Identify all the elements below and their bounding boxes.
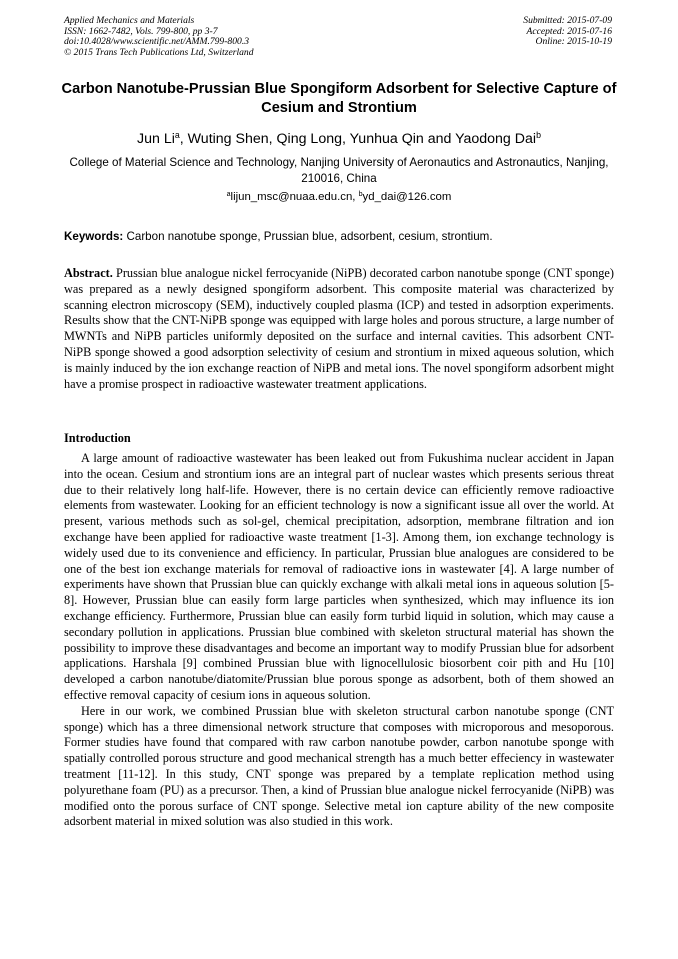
dates-header: [523, 16, 612, 48]
copyright-line: © 2015 Trans Tech Publications Ltd, Switzerland: [64, 46, 254, 58]
affiliation-mark: a: [174, 130, 180, 141]
abstract-text: Prussian blue analogue nickel ferrocyanide (NiPB) decorated carbon nanotube sponge (CNT sponge) was prepared as a newly designed spongiform adsorbent. This composite material was characterized by scanning electron microscopy (SEM), inductively coupled plasma (ICP) and tested in adsorption experiments. Results show that the CNT-NiPB sponge was equipped with large holes and porous structure, a large number of MWNTs and NiPB particles uniformly deposited on the surface and internal cavities. This adsorbent CNT-NiPB sponge showed a good adsorption selectivity of cesium and strontium in mixed aqueous solution, which is mainly induced by the ion exchange reaction of NiPB and metal ions. The novel spongiform adsorbent might have a promise prospect in radioactive wastewater treatment applications.: [64, 266, 614, 391]
paragraph: Here in our work, we combined Prussian blue with skeleton structural carbon nanotube sponge (CNT sponge) which has a three dimensional network structure that composes with microporous and mesoporous. Former studies have found that compared with raw carbon nanotube powder, carbon nanotube sponge with spatially controlled porous structure and good mechanical strength has a much better effeciency in wastewater treatment [11-12]. In this study, CNT sponge was prepared by a template replication method using polyurethane foam (PU) as a precursor. Then, a kind of Prussian blue analogue nickel ferrocyanide (NiPB) was modified onto the porous surface of CNT sponge. Selective metal ion capture ability of the new composite adsorbent material in mixed solution was also studied in this work.: [64, 703, 614, 829]
online-date: Online: 2015-10-19: [535, 36, 612, 48]
keywords: [64, 230, 614, 243]
keywords-label: Keywords:: [64, 230, 124, 243]
journal-name: Applied Mechanics and Materials: [64, 15, 195, 26]
abstract-label: Abstract.: [64, 266, 113, 280]
affiliation-mark: b: [536, 130, 541, 141]
affiliation: College of Material Science and Technology, Nanjing University of Aeronautics and Astronautics, Nanjing, 210016, China: [69, 156, 609, 185]
email-line: [0, 191, 678, 203]
section-heading: Introduction: [64, 431, 131, 445]
email-address: yd_dai@126.com: [362, 191, 452, 203]
journal-header: [64, 16, 254, 58]
author-names: , Wuting Shen, Qing Long, Yunhua Qin and Yaodong Dai: [179, 131, 537, 147]
email-mark: b: [358, 191, 363, 199]
paragraph: A large amount of radioactive wastewater has been leaked out from Fukushima nuclear accident in Japan into the ocean. Cesium and strontium ions are an integral part of nuclear wastes which presents serious threat due to their relatively long half-life. However, there is no certain device can efficiently remove radioactive elements from wastewater. Looking for an efficient technology is now a significant issue all over the world. At present, various methods such as sol-gel, chemical precipitation, adsorption, membrane filtration and ion exchange have been applied for radioactive waste treatment [1-3]. Among them, ion exchange technology is widely used due to its convenience and efficiency. In particular, Prussian blue analogues are considered to be one of the best ion exchange materials for removal of radioactive ions in wastewater [4]. A large number of experiments have shown that Prussian blue can quickly exchange with alkali metal ions in aqueous solution [5-8]. However, Prussian blue can easily form large particles when synthesized, which may influence its ion exchange efficiency. Furthermore, Prussian blue can easily form turbid liquid in solution, which may cause a secondary pollution in applications. Prussian blue combined with skeleton structural material has shown the possibility to improve these disadvantages and become an important way to modify Prussian blue for adsorbent applications. Harshala [9] combined Prussian blue with lignocellulosic biosorbent coir pith and Hu [10] developed a carbon nanotube/diatomite/Prussian blue porous sponge as adsorbent, both of them showed an effective removal capacity of cesium ions in aqueous solution.: [64, 451, 614, 702]
issn-line: ISSN: 1662-7482, Vols. 799-800, pp 3-7: [64, 25, 218, 37]
paper-title: Carbon Nanotube-Prussian Blue Spongiform Adsorbent for Selective Capture of Cesium and Strontium: [61, 81, 617, 116]
abstract: [64, 266, 614, 392]
introduction-body: [64, 451, 614, 830]
submitted-date: Submitted: 2015-07-09: [523, 15, 612, 26]
doi-line: doi:10.4028/www.scientific.net/AMM.799-800.3: [64, 36, 250, 48]
accepted-date: Accepted: 2015-07-16: [526, 25, 612, 37]
author-name: Jun Li: [137, 131, 175, 147]
author-list: [0, 131, 678, 147]
email-mark: a: [226, 191, 231, 199]
keywords-text: Carbon nanotube sponge, Prussian blue, adsorbent, cesium, strontium.: [123, 230, 493, 243]
email-address: lijun_msc@nuaa.edu.cn,: [230, 191, 359, 203]
